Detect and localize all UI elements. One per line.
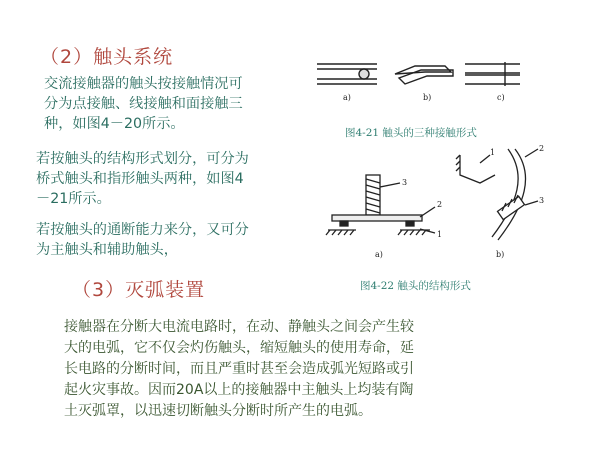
- heading-contact-system: （2）触头系统: [40, 46, 174, 68]
- figure-label-b: b): [423, 93, 432, 102]
- figure-label-a: a): [375, 250, 383, 259]
- heading-arc-device: （3）灭弧装置: [72, 279, 206, 301]
- contact-form-line: [395, 66, 453, 84]
- figure-contact-forms: [315, 52, 525, 107]
- paragraph-contact-structure: 若按触头的结构形式划分，可分为 桥式触头和指形触头两种，如图4 －21所示。: [36, 151, 249, 207]
- callout-b-2: 2: [539, 145, 545, 153]
- paragraph-contact-types: 交流接触器的触头按接触情况可 分为点接触、线接触和面接触三 种，如图4－20所示。: [44, 76, 243, 132]
- paragraph-contact-capacity: 若按触头的通断能力来分，又可分 为主触头和辅助触头，: [36, 222, 249, 258]
- figure-contact-structures: [320, 145, 550, 270]
- bridge-contact-diagram: [326, 175, 435, 235]
- callout-b-1: 1: [490, 148, 496, 157]
- callout-b-3: 3: [539, 196, 545, 205]
- paragraph-arc-description: 接触器在分断大电流电路时，在动、静触头之间会产生较 大的电弧，它不仅会灼伤触头，缩短触头的使用寿命，延 长电路的分断时间，而且严重时甚至会造成弧光短路或引 起火灾事故。因而20A以上的接触器中主触头上均装有陶 土灭弧罩，以迅速切断触头分断时所产生的电弧。: [64, 319, 414, 419]
- figure-label-a: a): [343, 93, 351, 102]
- callout-a-2: 2: [437, 200, 443, 209]
- contact-form-surface: [465, 62, 520, 86]
- caption-fig-4-22: 图4-22 触头的结构形式: [360, 280, 471, 292]
- figure-label-c: c): [497, 93, 505, 102]
- figure-label-b: b): [496, 250, 505, 259]
- callout-a-1: 1: [437, 230, 443, 239]
- caption-fig-4-21: 图4-21 触头的三种接触形式: [345, 127, 477, 139]
- callout-a-3: 3: [402, 178, 408, 187]
- contact-form-point: [317, 64, 377, 84]
- finger-contact-diagram: [456, 149, 538, 240]
